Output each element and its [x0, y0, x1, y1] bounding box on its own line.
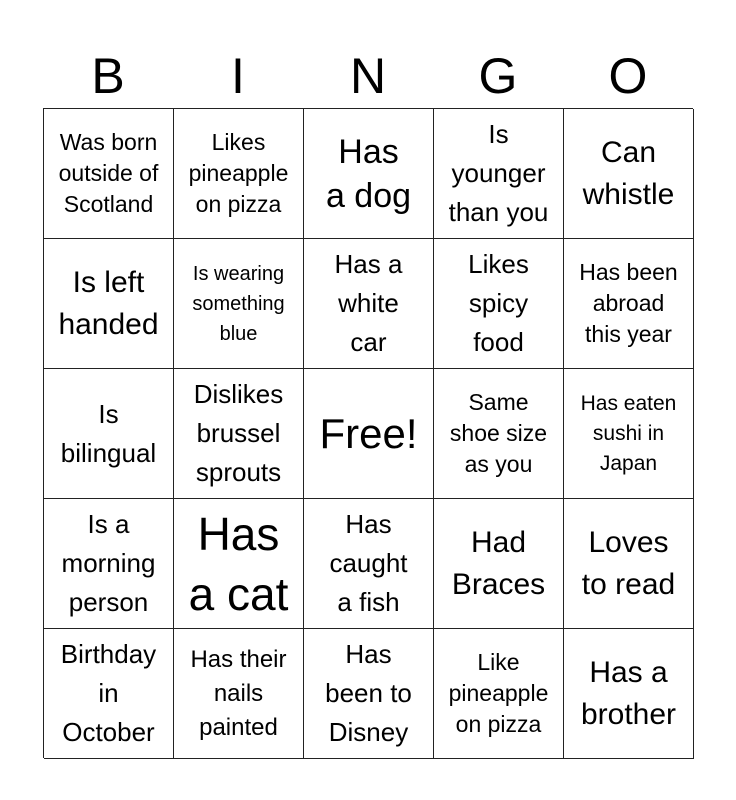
bingo-cell-r3c1[interactable]: Is bilingual: [44, 369, 174, 499]
bingo-header: [43, 48, 693, 104]
bingo-cell-r2c4[interactable]: Likes spicy food: [434, 239, 564, 369]
bingo-cell-r2c1[interactable]: Is left handed: [44, 239, 174, 369]
bingo-cell-r4c2[interactable]: Has a cat: [174, 499, 304, 629]
bingo-cell-r2c5[interactable]: Has been abroad this year: [564, 239, 694, 369]
bingo-cell-free[interactable]: Free!: [304, 369, 434, 499]
header-letter-i: I: [231, 48, 245, 104]
header-letter-b: B: [91, 48, 125, 104]
bingo-cell-r3c5[interactable]: Has eaten sushi in Japan: [564, 369, 694, 499]
bingo-cell-r1c2[interactable]: Likes pineapple on pizza: [174, 109, 304, 239]
bingo-cell-r2c2[interactable]: Is wearing something blue: [174, 239, 304, 369]
bingo-cell-r2c3[interactable]: Has a white car: [304, 239, 434, 369]
bingo-cell-r5c3[interactable]: Has been to Disney: [304, 629, 434, 759]
bingo-cell-r4c5[interactable]: Loves to read: [564, 499, 694, 629]
header-letter-n: N: [349, 48, 387, 104]
bingo-cell-r4c4[interactable]: Had Braces: [434, 499, 564, 629]
bingo-cell-r1c1[interactable]: Was born outside of Scotland: [44, 109, 174, 239]
bingo-cell-r1c3[interactable]: Has a dog: [304, 109, 434, 239]
bingo-cell-r4c1[interactable]: Is a morning person: [44, 499, 174, 629]
bingo-cell-r3c4[interactable]: Same shoe size as you: [434, 369, 564, 499]
bingo-cell-r1c5[interactable]: Can whistle: [564, 109, 694, 239]
bingo-cell-r4c3[interactable]: Has caught a fish: [304, 499, 434, 629]
header-letter-g: G: [478, 48, 518, 104]
bingo-cell-r5c1[interactable]: Birthday in October: [44, 629, 174, 759]
bingo-cell-r5c4[interactable]: Like pineapple on pizza: [434, 629, 564, 759]
bingo-cell-r1c4[interactable]: Is younger than you: [434, 109, 564, 239]
bingo-cell-r5c5[interactable]: Has a brother: [564, 629, 694, 759]
bingo-cell-r5c2[interactable]: Has their nails painted: [174, 629, 304, 759]
bingo-board: [43, 108, 693, 758]
bingo-cell-r3c2[interactable]: Dislikes brussel sprouts: [174, 369, 304, 499]
header-letter-o: O: [608, 48, 648, 104]
